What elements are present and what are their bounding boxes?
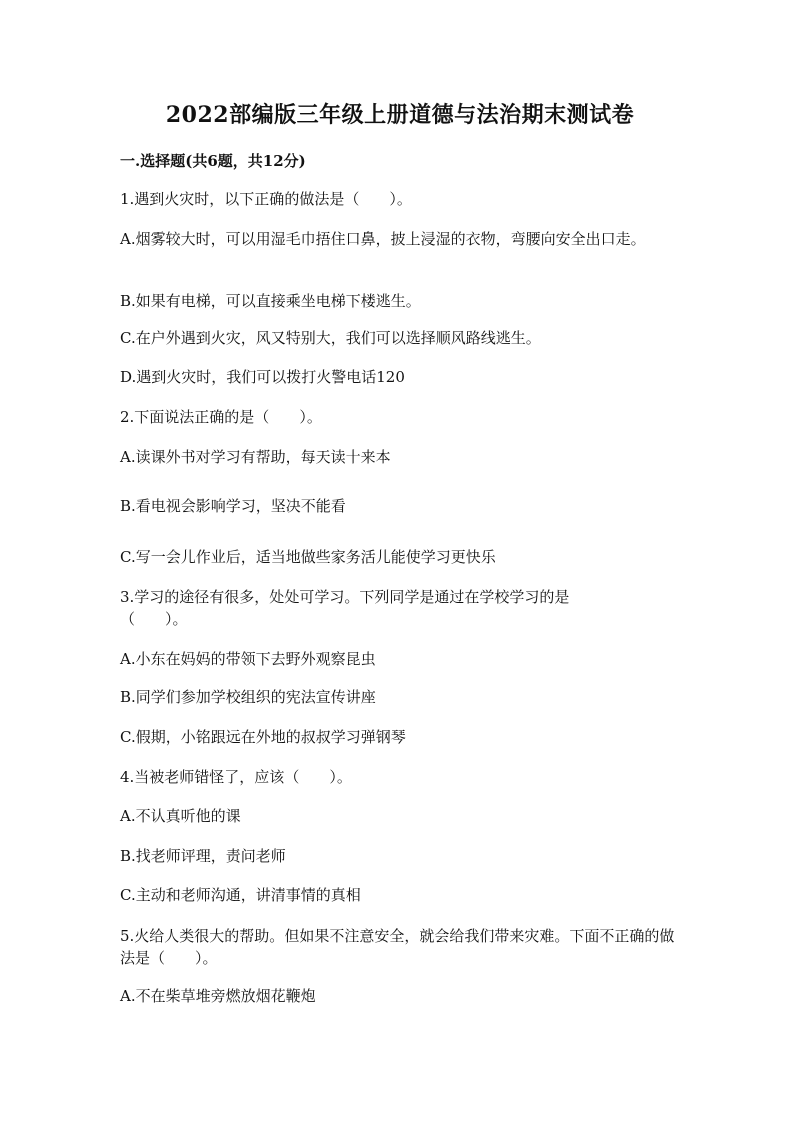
- question-1-option-a: A.烟雾较大时，可以用湿毛巾捂住口鼻，披上浸湿的衣物，弯腰向安全出口走。: [120, 230, 646, 248]
- question-2-option-b: B.看电视会影响学习，坚决不能看: [120, 497, 346, 515]
- question-1-option-c: C.在户外遇到火灾，风又特别大，我们可以选择顺风路线逃生。: [120, 329, 541, 347]
- question-2-option-c: C.写一会儿作业后，适当地做些家务活儿能使学习更快乐: [120, 548, 496, 566]
- question-2-option-a: A.读课外书对学习有帮助，每天读十来本: [120, 448, 391, 466]
- question-5-stem: 5.火给人类很大的帮助。但如果不注意安全，就会给我们带来灾难。下面不正确的做法是（ ）。: [120, 927, 675, 967]
- question-1-stem: 1.遇到火灾时，以下正确的做法是（ ）。: [120, 190, 412, 208]
- question-1-option-b: B.如果有电梯，可以直接乘坐电梯下楼逃生。: [120, 292, 421, 310]
- question-4-stem: 4.当被老师错怪了，应该（ ）。: [120, 768, 352, 786]
- question-2-stem: 2.下面说法正确的是（ ）。: [120, 408, 322, 426]
- question-3-stem: 3.学习的途径有很多，处处可学习。下列同学是通过在学校学习的是（ ）。: [120, 588, 570, 628]
- question-4-option-b: B.找老师评理，责问老师: [120, 847, 286, 865]
- question-5-option-a: A.不在柴草堆旁燃放烟花鞭炮: [120, 987, 316, 1005]
- page-title: 2022部编版三年级上册道德与法治期末测试卷: [165, 102, 635, 128]
- question-4-option-c: C.主动和老师沟通，讲清事情的真相: [120, 886, 361, 904]
- question-3-option-c: C.假期，小铭跟远在外地的叔叔学习弹钢琴: [120, 728, 406, 746]
- question-3-option-b: B.同学们参加学校组织的宪法宣传讲座: [120, 688, 376, 706]
- section-title: 一.选择题(共6题，共12分): [120, 152, 306, 170]
- question-3-option-a: A.小东在妈妈的带领下去野外观察昆虫: [120, 650, 376, 668]
- question-1-option-d: D.遇到火灾时，我们可以拨打火警电话120: [120, 368, 405, 386]
- question-4-option-a: A.不认真听他的课: [120, 807, 241, 825]
